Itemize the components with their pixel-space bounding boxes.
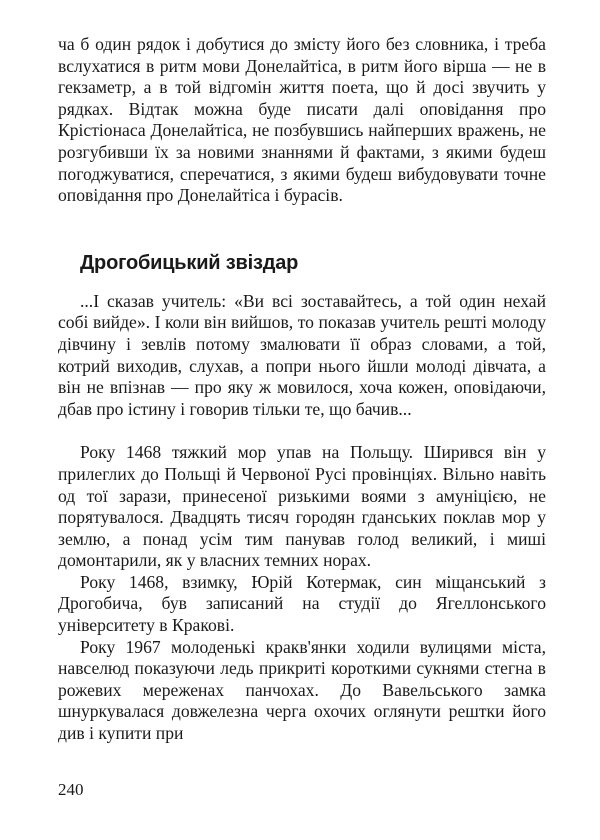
book-page bbox=[58, 34, 546, 745]
body-paragraph: Року 1468 тяжкий мор упав на Польщу. Ширився він у прилеглих до Польщі й Червоної Русі провінціях. Вільно навіть од тої зарази, принесеної ризькими воями з амуніцією, не порятувалося. Двадцять тисяч городян гданських поклав мор у землю, а понад усім тим панував голод великий, і миші домонтарили, як у власних темних норах. bbox=[58, 442, 546, 571]
body-paragraph: Року 1468, взимку, Юрій Котермак, син міщанський з Дрогобича, був записаний на студії до Ягеллонського університету в Кракові. bbox=[58, 571, 546, 636]
section-title: Дрогобицький звіздар bbox=[80, 251, 299, 274]
continued-paragraph: ча б один рядок і добутися до змісту його без словника, і треба вслухатися в ритм мови Донелайтіса, в ритм його вірша — не в гекзаметр, а в той відгомін життя поета, що й досі звучить у рядках. Відтак можна буде писати далі оповідання про Крістіонаса Донелайтіса, не позбувшись найперших вражень, не розгубивши їх за новими знаннями й фактами, з якими будеш погоджуватися, сперечатися, з якими будеш вибудовувати точне оповідання про Донелайтіса і бурасів. bbox=[58, 34, 546, 206]
epigraph-paragraph: ...І сказав учитель: «Ви всі зоставайтесь, а той один нехай собі вийде». І коли він вийшов, то показав учитель решті молоду дівчину і зевлів потому змалювати її образ словами, а той, котрий виходив, слухав, а попри нього йшли молоді дівчата, а він не впізнав — про яку ж мовилося, хоча кожен, оповідаючи, дбав про істину і говорив тільки те, що бачив... bbox=[58, 290, 546, 419]
page-number: 240 bbox=[58, 780, 84, 799]
body-paragraph: Року 1967 молоденькі кракв'янки ходили вулицями міста, навселюд показуючи ледь прикриті короткими сукнями стегна в рожевих мереженах панчохах. До Вавельського замка шнуркувалася довжелезна черга охочих оглянути рештки його див і купити при bbox=[58, 636, 546, 744]
